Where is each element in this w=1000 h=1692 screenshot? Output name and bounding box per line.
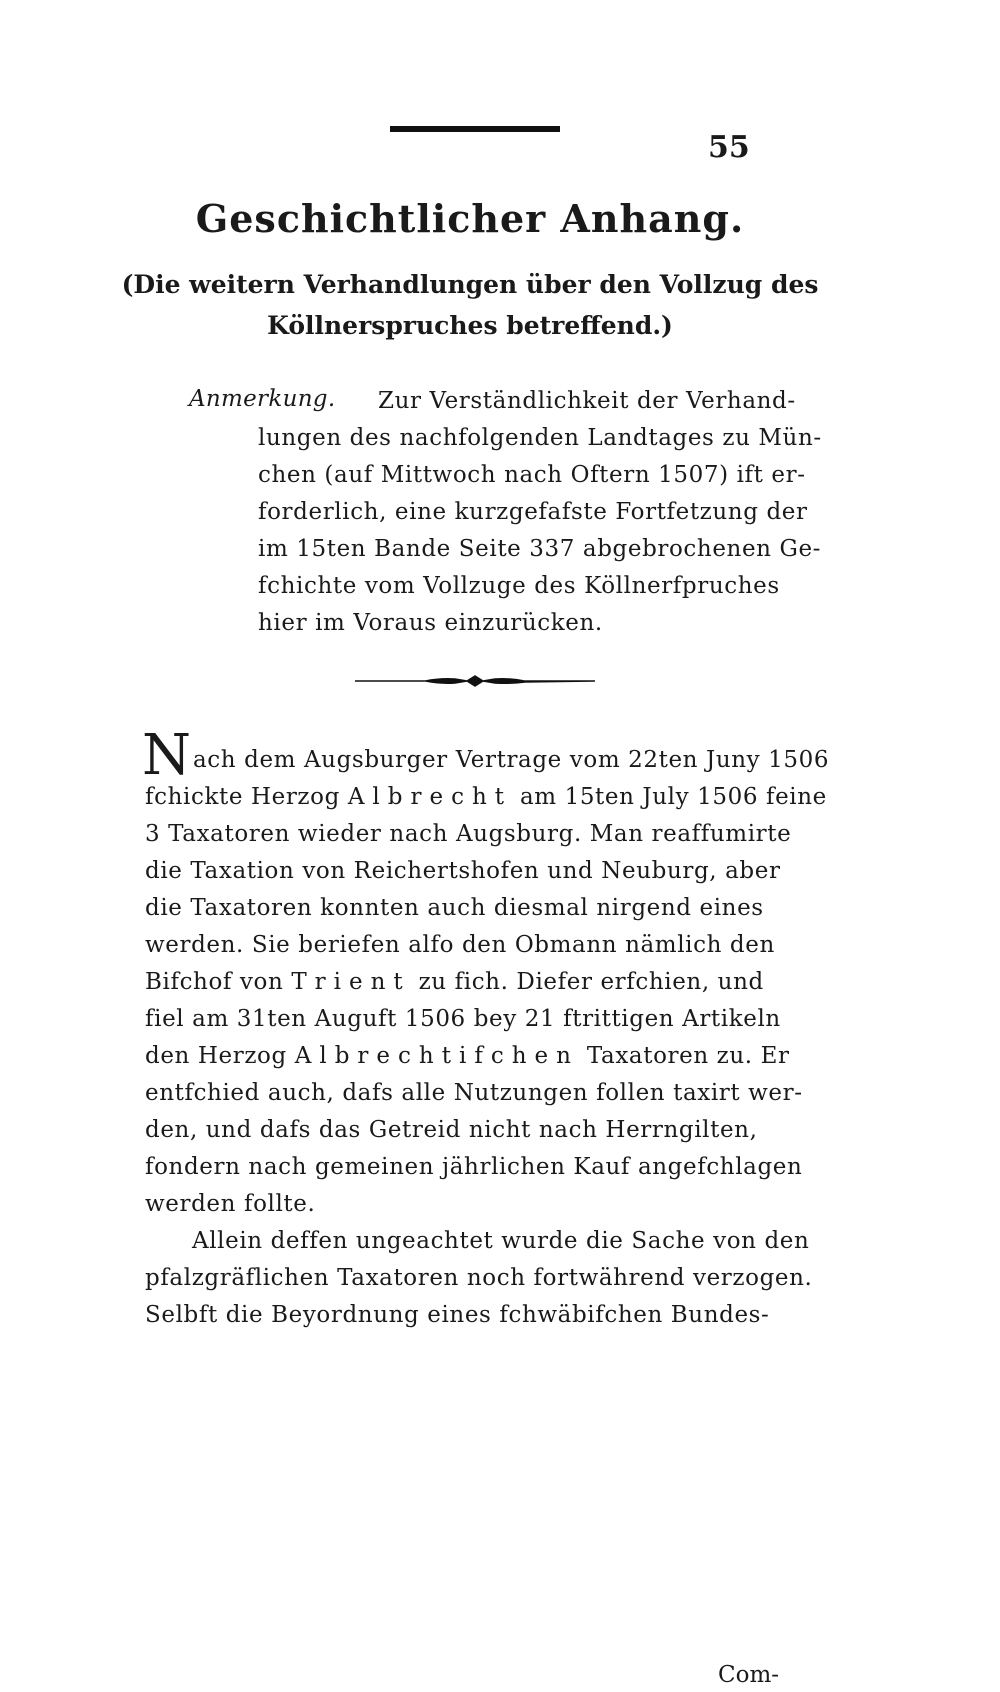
note-label: Anmerkung. bbox=[189, 386, 336, 412]
body-line: den, und dafs das Getreid nicht nach Herrngilten, bbox=[145, 1117, 758, 1143]
note-line: fchichte vom Vollzuge des Köllnerfpruches bbox=[258, 573, 780, 599]
note-line: forderlich, eine kurzgefafste Fortfetzung der bbox=[258, 499, 808, 525]
body-line: werden. Sie beriefen alfo den Obmann nämlich den bbox=[145, 932, 775, 958]
body-line: fiel am 31ten Auguft 1506 bey 21 ftrittigen Artikeln bbox=[145, 1006, 781, 1032]
body-line: Allein deffen ungeachtet wurde die Sache von den bbox=[192, 1228, 810, 1254]
body-line: 3 Taxatoren wieder nach Augsburg. Man reaffumirte bbox=[145, 821, 792, 847]
body-text: am 15ten July 1506 feine bbox=[512, 784, 827, 810]
emphasized-name: Albrecht bbox=[347, 784, 513, 810]
catchword: Com- bbox=[718, 1662, 780, 1688]
body-text: den Herzog bbox=[145, 1043, 295, 1069]
page-number: 55 bbox=[708, 130, 750, 165]
emphasized-name: Trient bbox=[291, 969, 411, 995]
note-line: chen (auf Mittwoch nach Oftern 1507) ift er- bbox=[258, 462, 806, 488]
body-text: Bifchof von bbox=[145, 969, 292, 995]
body-line bbox=[145, 1041, 790, 1071]
body-text: Taxatoren zu. Er bbox=[578, 1043, 790, 1069]
note-line: lungen des nachfolgenden Landtages zu Mün- bbox=[258, 425, 822, 451]
drop-cap: N bbox=[142, 723, 191, 788]
emphasized-name: Albrechtifchen bbox=[294, 1043, 579, 1069]
ornament-divider bbox=[355, 673, 595, 689]
body-line: die Taxatoren konnten auch diesmal nirgend eines bbox=[145, 895, 764, 921]
header-rule bbox=[390, 126, 560, 132]
body-line: die Taxation von Reichertshofen und Neuburg, aber bbox=[145, 858, 781, 884]
body-line: fondern nach gemeinen jährlichen Kauf angefchlagen bbox=[145, 1154, 803, 1180]
body-text: fchickte Herzog bbox=[145, 784, 348, 810]
body-text: zu fich. Diefer erfchien, und bbox=[410, 969, 764, 995]
body-line: Selbft die Beyordnung eines fchwäbifchen Bundes- bbox=[145, 1302, 770, 1328]
note-line: hier im Voraus einzurücken. bbox=[258, 610, 603, 636]
subtitle-line: (Die weitern Verhandlungen über den Vollzug des bbox=[121, 270, 819, 299]
subtitle-line: Köllnerspruches betreffend.) bbox=[267, 311, 673, 340]
note-line: Zur Verständlichkeit der Verhand- bbox=[378, 388, 796, 414]
body-line bbox=[145, 782, 827, 812]
body-line bbox=[145, 967, 764, 997]
body-line: ach dem Augsburger Vertrage vom 22ten Juny 1506 bbox=[193, 747, 830, 773]
body-line: entfchied auch, dafs alle Nutzungen follen taxirt wer- bbox=[145, 1080, 803, 1106]
note-line: im 15ten Bande Seite 337 abgebrochenen Ge- bbox=[258, 536, 822, 562]
section-title: Geschichtlicher Anhang. bbox=[195, 196, 745, 241]
body-line: pfalzgräflichen Taxatoren noch fortwährend verzogen. bbox=[145, 1265, 813, 1291]
body-line: werden follte. bbox=[145, 1191, 316, 1217]
